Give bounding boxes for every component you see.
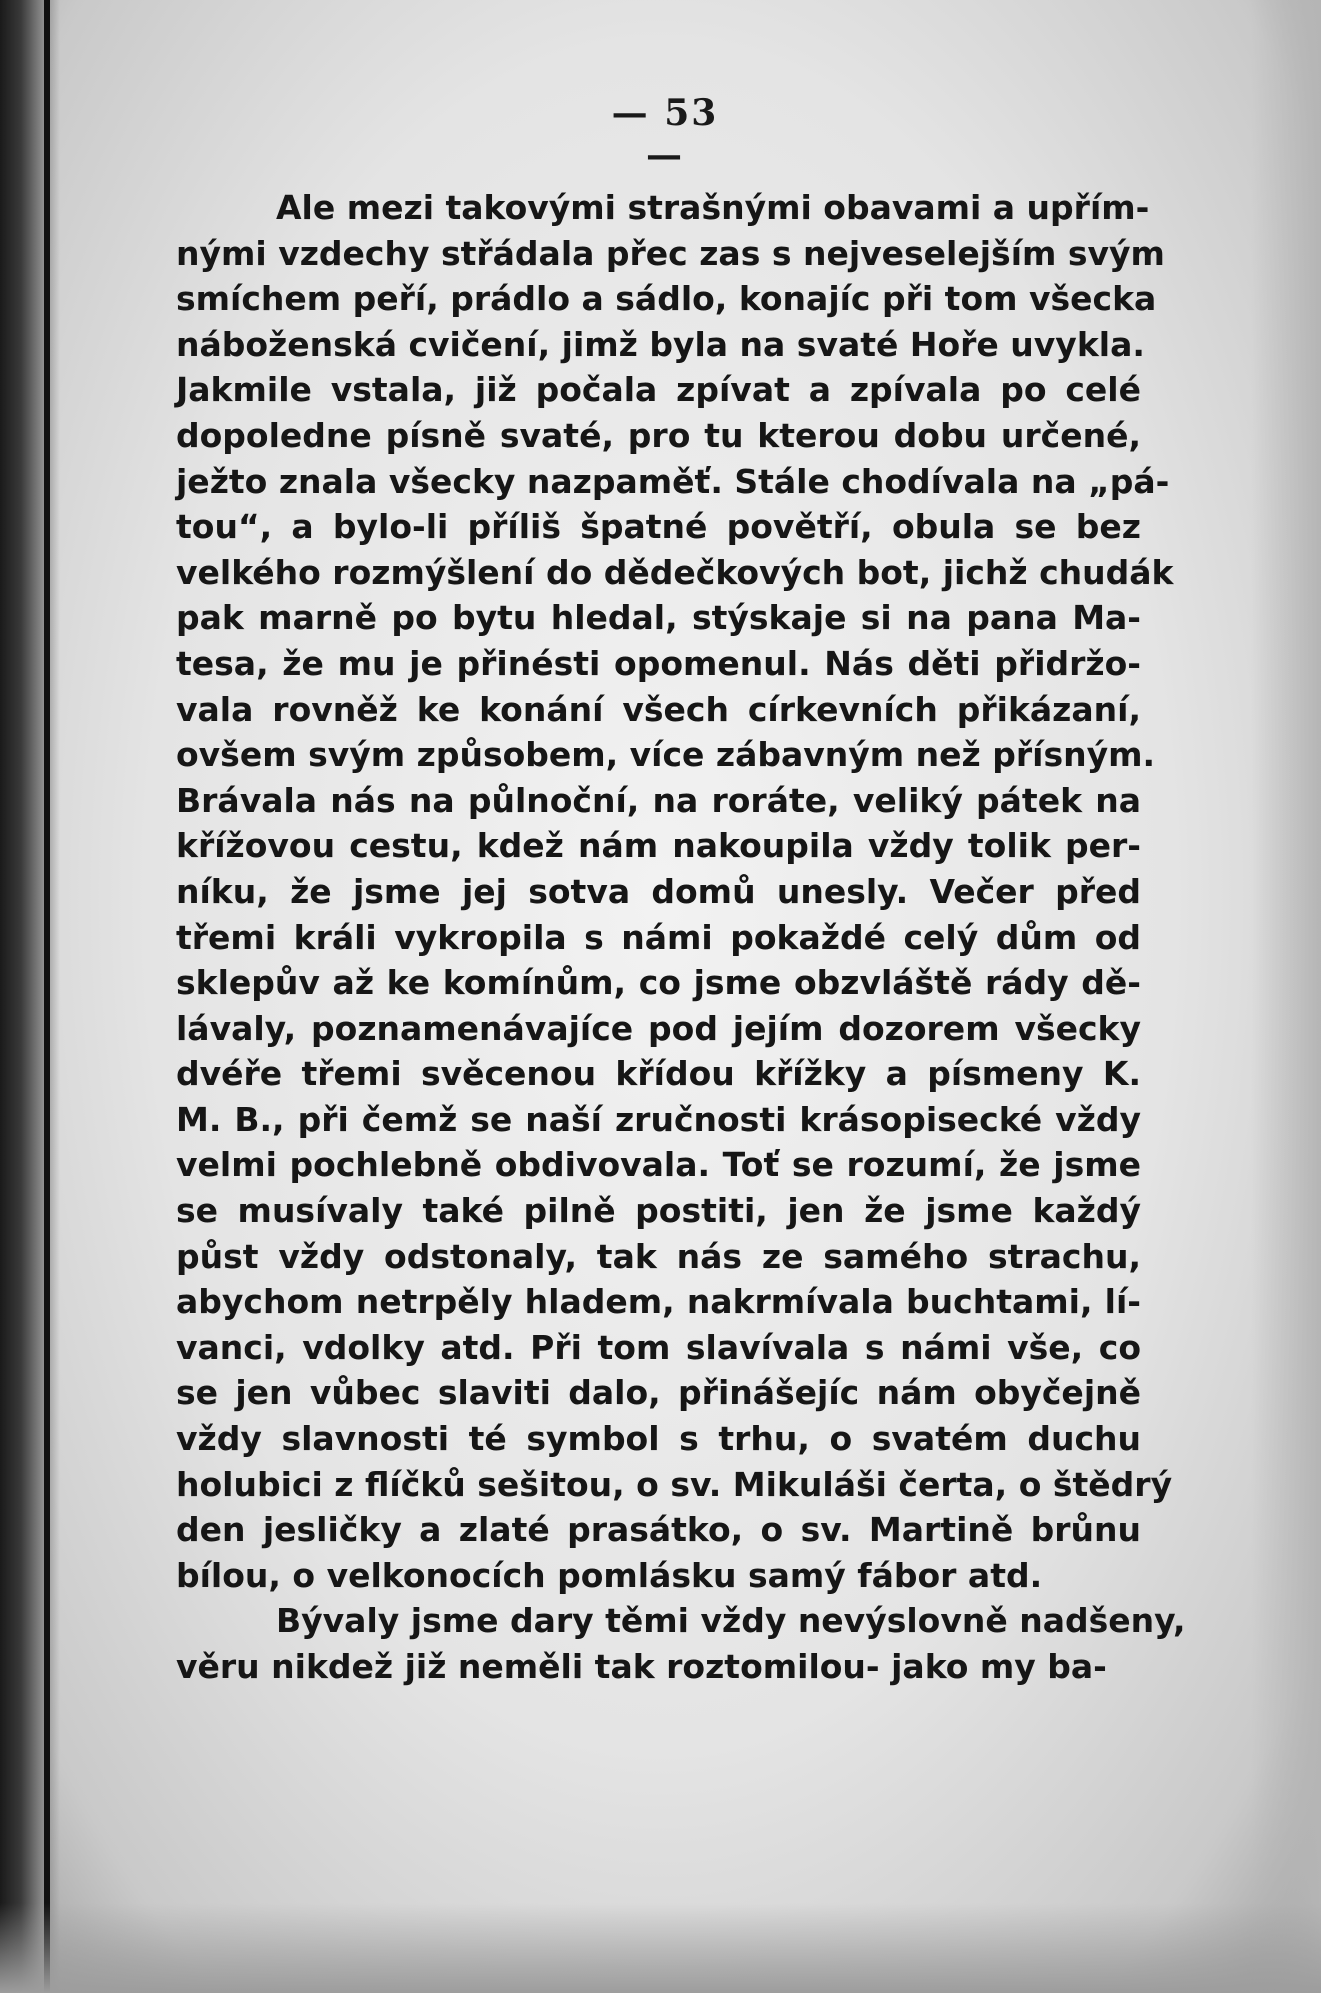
text-line: křížovou cestu, kdež nám nakoupila vždy tolik per- <box>176 826 1141 866</box>
paragraph <box>176 185 1174 1598</box>
text-line: náboženská cvičení, jimž byla na svaté Hoře uvykla. <box>176 324 1145 364</box>
text-line: abychom netrpěly hladem, nakrmívala buchtami, lí- <box>176 1282 1141 1322</box>
text-line: velkého rozmýšlení do dědečkových bot, jichž chudák <box>176 552 1174 592</box>
text-line: bílou, o velkonocích pomlásku samý fábor atd. <box>176 1555 1043 1595</box>
body-text <box>176 185 1186 1690</box>
text-line: Ale mezi takovými strašnými obavami a upřím- <box>276 188 1150 227</box>
text-line: níku, že jsme jej sotva domů unesly. Večer před <box>176 871 1141 911</box>
page-left-shadow <box>0 0 60 1993</box>
text-line: třemi králi vykropila s námi pokaždé celý dům od <box>176 917 1141 957</box>
text-line: tou“, a bylo-li příliš špatné povětří, obula se bez <box>176 507 1141 547</box>
binding-edge <box>44 0 50 1993</box>
text-line: věru nikdež již neměli tak roztomilou- jako my ba- <box>176 1647 1107 1686</box>
page-bottom-shadow <box>0 1903 1321 1993</box>
text-line: se jen vůbec slaviti dalo, přinášejíc nám obyčejně <box>176 1373 1141 1413</box>
text-line: se musívaly také pilně postiti, jen že jsme každý <box>176 1191 1141 1231</box>
text-line: pak marně po bytu hledal, stýskaje si na pana Ma- <box>176 598 1141 638</box>
text-line: vanci, vdolky atd. Při tom slavívala s námi vše, co <box>176 1327 1141 1367</box>
page-number: — 53 — <box>611 92 719 176</box>
text-line: Bývaly jsme dary těmi vždy nevýslovně nadšeny, <box>276 1601 1186 1641</box>
text-line: M. B., při čemž se naší zručnosti krásopisecké vždy <box>176 1099 1141 1139</box>
text-line: ježto znala všecky nazpaměť. Stále chodívala na „pá- <box>176 461 1170 501</box>
page-right-shadow <box>1251 0 1321 1993</box>
text-line: Jakmile vstala, již počala zpívat a zpívala po celé <box>176 370 1141 410</box>
text-line: holubici z flíčků sešitou, o sv. Mikuláši čerta, o štědrý <box>176 1464 1173 1504</box>
text-line: dopoledne písně svaté, pro tu kterou dobu určené, <box>176 415 1141 455</box>
text-line: dvéře třemi svěcenou křídou křížky a písmeny K. <box>176 1054 1141 1094</box>
text-line: ovšem svým způsobem, více zábavným než přísným. <box>176 735 1156 775</box>
text-line: Brávala nás na půlnoční, na roráte, veliký pátek na <box>176 780 1141 820</box>
text-line: vala rovněž ke konání všech církevních přikázaní, <box>176 689 1141 729</box>
text-line: vždy slavnosti té symbol s trhu, o svatém duchu <box>176 1419 1141 1459</box>
text-line: velmi pochlebně obdivovala. Toť se rozumí, že jsme <box>176 1145 1141 1185</box>
text-line: půst vždy odstonaly, tak nás ze samého strachu, <box>176 1236 1141 1276</box>
paragraph <box>176 1598 1186 1689</box>
text-line: smíchem peří, prádlo a sádlo, konajíc při tom všecka <box>176 279 1157 319</box>
text-line: nými vzdechy střádala přec zas s nejveselejším svým <box>176 233 1165 273</box>
text-line: tesa, že mu je přinésti opomenul. Nás děti přidržo- <box>176 643 1141 683</box>
text-line: sklepův až ke komínům, co jsme obzvláště rády dě- <box>176 963 1141 1003</box>
text-line: den jesličky a zlaté prasátko, o sv. Martině brůnu <box>176 1510 1141 1550</box>
text-line: lávaly, poznamenávajíce pod jejím dozorem všecky <box>176 1008 1141 1048</box>
